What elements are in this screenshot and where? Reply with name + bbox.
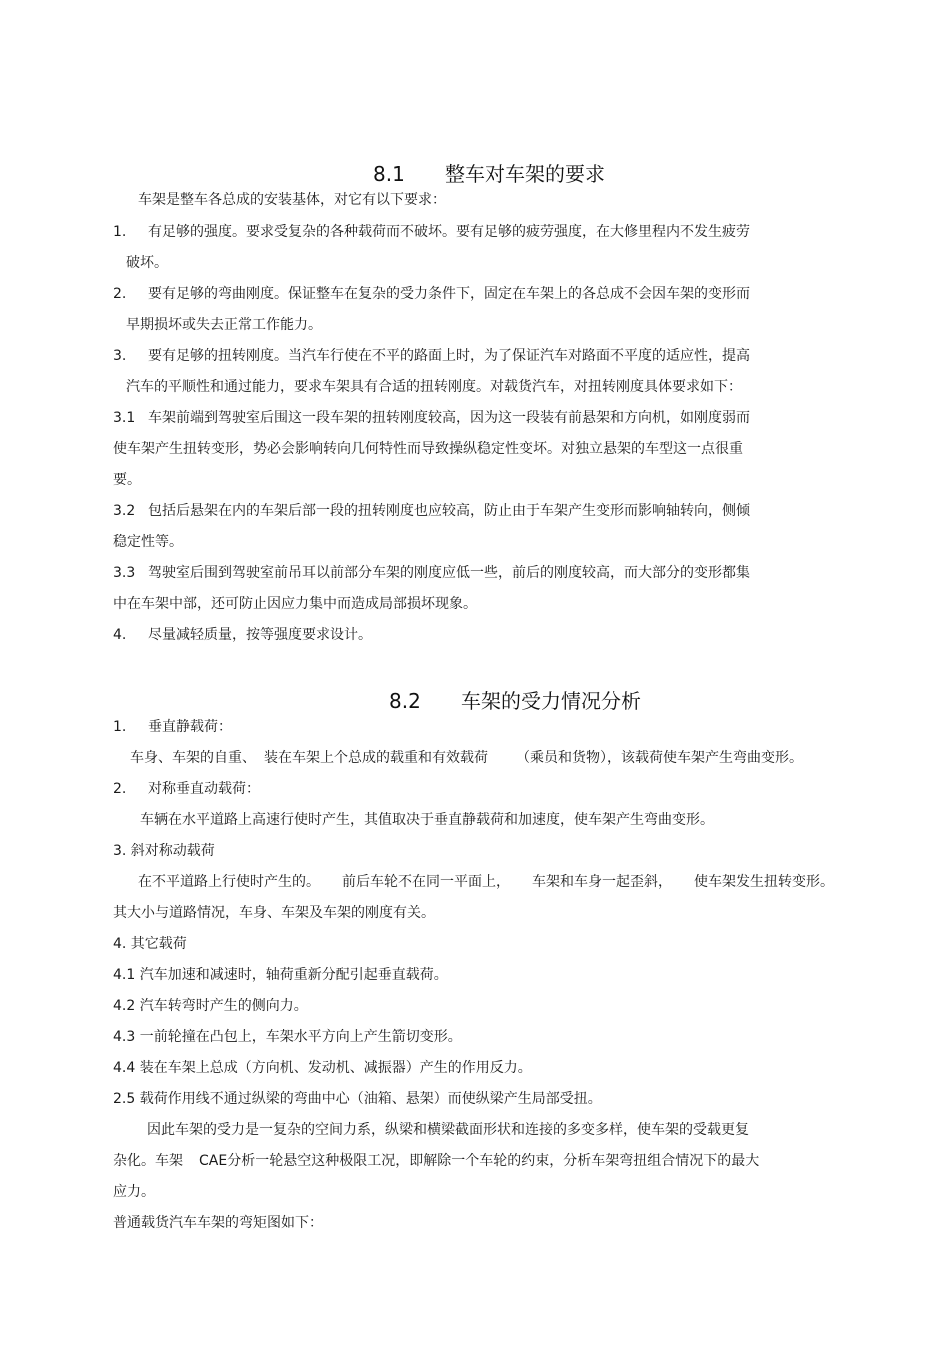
item-text: 有足够的强度。要求受复杂的各种载荷而不破坏。要有足够的疲劳强度，在大修里程内不发生疲劳	[148, 224, 750, 240]
load-item-3-cont: 其大小与道路情况，车身、车架及车架的刚度有关。	[113, 905, 435, 921]
paragraph-2: 普通载货汽车车架的弯矩图如下：	[113, 1215, 323, 1231]
item-text: 尽量减轻质量，按等强度要求设计。	[148, 627, 372, 643]
list-item-1-cont: 破坏。	[126, 255, 168, 271]
item-number: 2.	[113, 781, 127, 797]
item-text: 对称垂直动载荷：	[148, 781, 260, 797]
text-part: 在不平道路上行使时产生的。	[138, 874, 320, 890]
list-item-3-2	[113, 502, 750, 520]
load-item-3-desc	[138, 873, 834, 891]
section-heading-8-2	[389, 685, 641, 714]
list-item-2	[113, 285, 750, 303]
item-number: 2.	[113, 286, 127, 302]
list-item-2-cont: 早期损坏或失去正常工作能力。	[126, 317, 322, 333]
item-number: 3.1	[113, 410, 136, 426]
paragraph-1-line-1: 因此车架的受力是一复杂的空间力系，纵梁和横梁截面形状和连接的多变多样，使车架的受载更复	[147, 1122, 749, 1138]
text-part: 前后车轮不在同一平面上，	[342, 874, 510, 890]
item-number: 3.	[113, 348, 127, 364]
list-item-3-3-cont: 中在车架中部，还可防止因应力集中而造成局部损坏现象。	[113, 596, 477, 612]
item-text: 要有足够的弯曲刚度。保证整车在复杂的受力条件下，固定在车架上的各总成不会因车架的变形而	[148, 286, 750, 302]
text-part: 车架和车身一起歪斜，	[532, 874, 672, 890]
load-item-2-desc: 车辆在水平道路上高速行使时产生，其值取决于垂直静载荷和加速度，使车架产生弯曲变形。	[140, 812, 714, 828]
text-part: CAE分析一轮悬空这种极限工况，即解除一个车轮的约束，分析车架弯扭组合情况下的最大	[199, 1153, 760, 1169]
item-number: 3.2	[113, 503, 136, 519]
load-item-4-4: 4.4 装在车架上总成（方向机、发动机、减振器）产生的作用反力。	[113, 1060, 532, 1076]
list-item-3-1	[113, 409, 750, 427]
load-item-1-desc	[130, 749, 803, 767]
load-item-4-3: 4.3 一前轮撞在凸包上，车架水平方向上产生箭切变形。	[113, 1029, 462, 1045]
list-item-1	[113, 223, 750, 241]
text-part: 使车架发生扭转变形。	[694, 874, 834, 890]
section-heading-8-1	[373, 158, 605, 187]
item-text: 要有足够的扭转刚度。当汽车行使在不平的路面上时，为了保证汽车对路面不平度的适应性，提高	[148, 348, 750, 364]
text-part: 杂化。车架	[113, 1153, 183, 1169]
text-part: 车身、车架的自重、	[130, 750, 256, 766]
list-item-4	[113, 626, 372, 644]
load-item-3: 3. 斜对称动载荷	[113, 843, 215, 859]
list-item-3	[113, 347, 750, 365]
section-number: 8.2	[389, 689, 421, 713]
section-title: 车架的受力情况分析	[461, 689, 641, 713]
list-item-3-2-cont: 稳定性等。	[113, 534, 183, 550]
load-item-4-2: 4.2 汽车转弯时产生的侧向力。	[113, 998, 308, 1014]
list-item-3-1-cont2: 要。	[113, 472, 141, 488]
intro-text: 车架是整车各总成的安装基体，对它有以下要求：	[138, 192, 446, 208]
item-text: 垂直静载荷：	[148, 719, 232, 735]
section-number: 8.1	[373, 162, 405, 186]
item-text: 车架前端到驾驶室后围这一段车架的扭转刚度较高，因为这一段装有前悬架和方向机，如刚度弱而	[148, 410, 750, 426]
paragraph-1-line-3: 应力。	[113, 1184, 155, 1200]
item-number: 3.3	[113, 565, 136, 581]
list-item-3-1-cont: 使车架产生扭转变形，势必会影响转向几何特性而导致操纵稳定性变坏。对独立悬架的车型这一点很重	[113, 441, 743, 457]
item-text: 驾驶室后围到驾驶室前吊耳以前部分车架的刚度应低一些，前后的刚度较高，而大部分的变形都集	[148, 565, 750, 581]
list-item-3-3	[113, 564, 750, 582]
load-item-2-5: 2.5 载荷作用线不通过纵梁的弯曲中心（油箱、悬架）而使纵梁产生局部受扭。	[113, 1091, 602, 1107]
load-item-4-1: 4.1 汽车加速和减速时，轴荷重新分配引起垂直载荷。	[113, 967, 448, 983]
load-item-4: 4. 其它载荷	[113, 936, 187, 952]
section-title: 整车对车架的要求	[445, 162, 605, 186]
load-item-1	[113, 718, 232, 736]
text-part: 装在车架上个总成的载重和有效载荷	[264, 750, 488, 766]
item-number: 1.	[113, 719, 127, 735]
paragraph-1-line-2	[113, 1152, 759, 1170]
item-number: 4.	[113, 627, 127, 643]
text-part: （乘员和货物），该载荷使车架产生弯曲变形。	[516, 750, 803, 766]
list-item-3-cont: 汽车的平顺性和通过能力，要求车架具有合适的扭转刚度。对载货汽车，对扭转刚度具体要求如下：	[126, 379, 742, 395]
load-item-2	[113, 780, 260, 798]
item-number: 1.	[113, 224, 127, 240]
item-text: 包括后悬架在内的车架后部一段的扭转刚度也应较高，防止由于车架产生变形而影响轴转向，侧倾	[148, 503, 750, 519]
